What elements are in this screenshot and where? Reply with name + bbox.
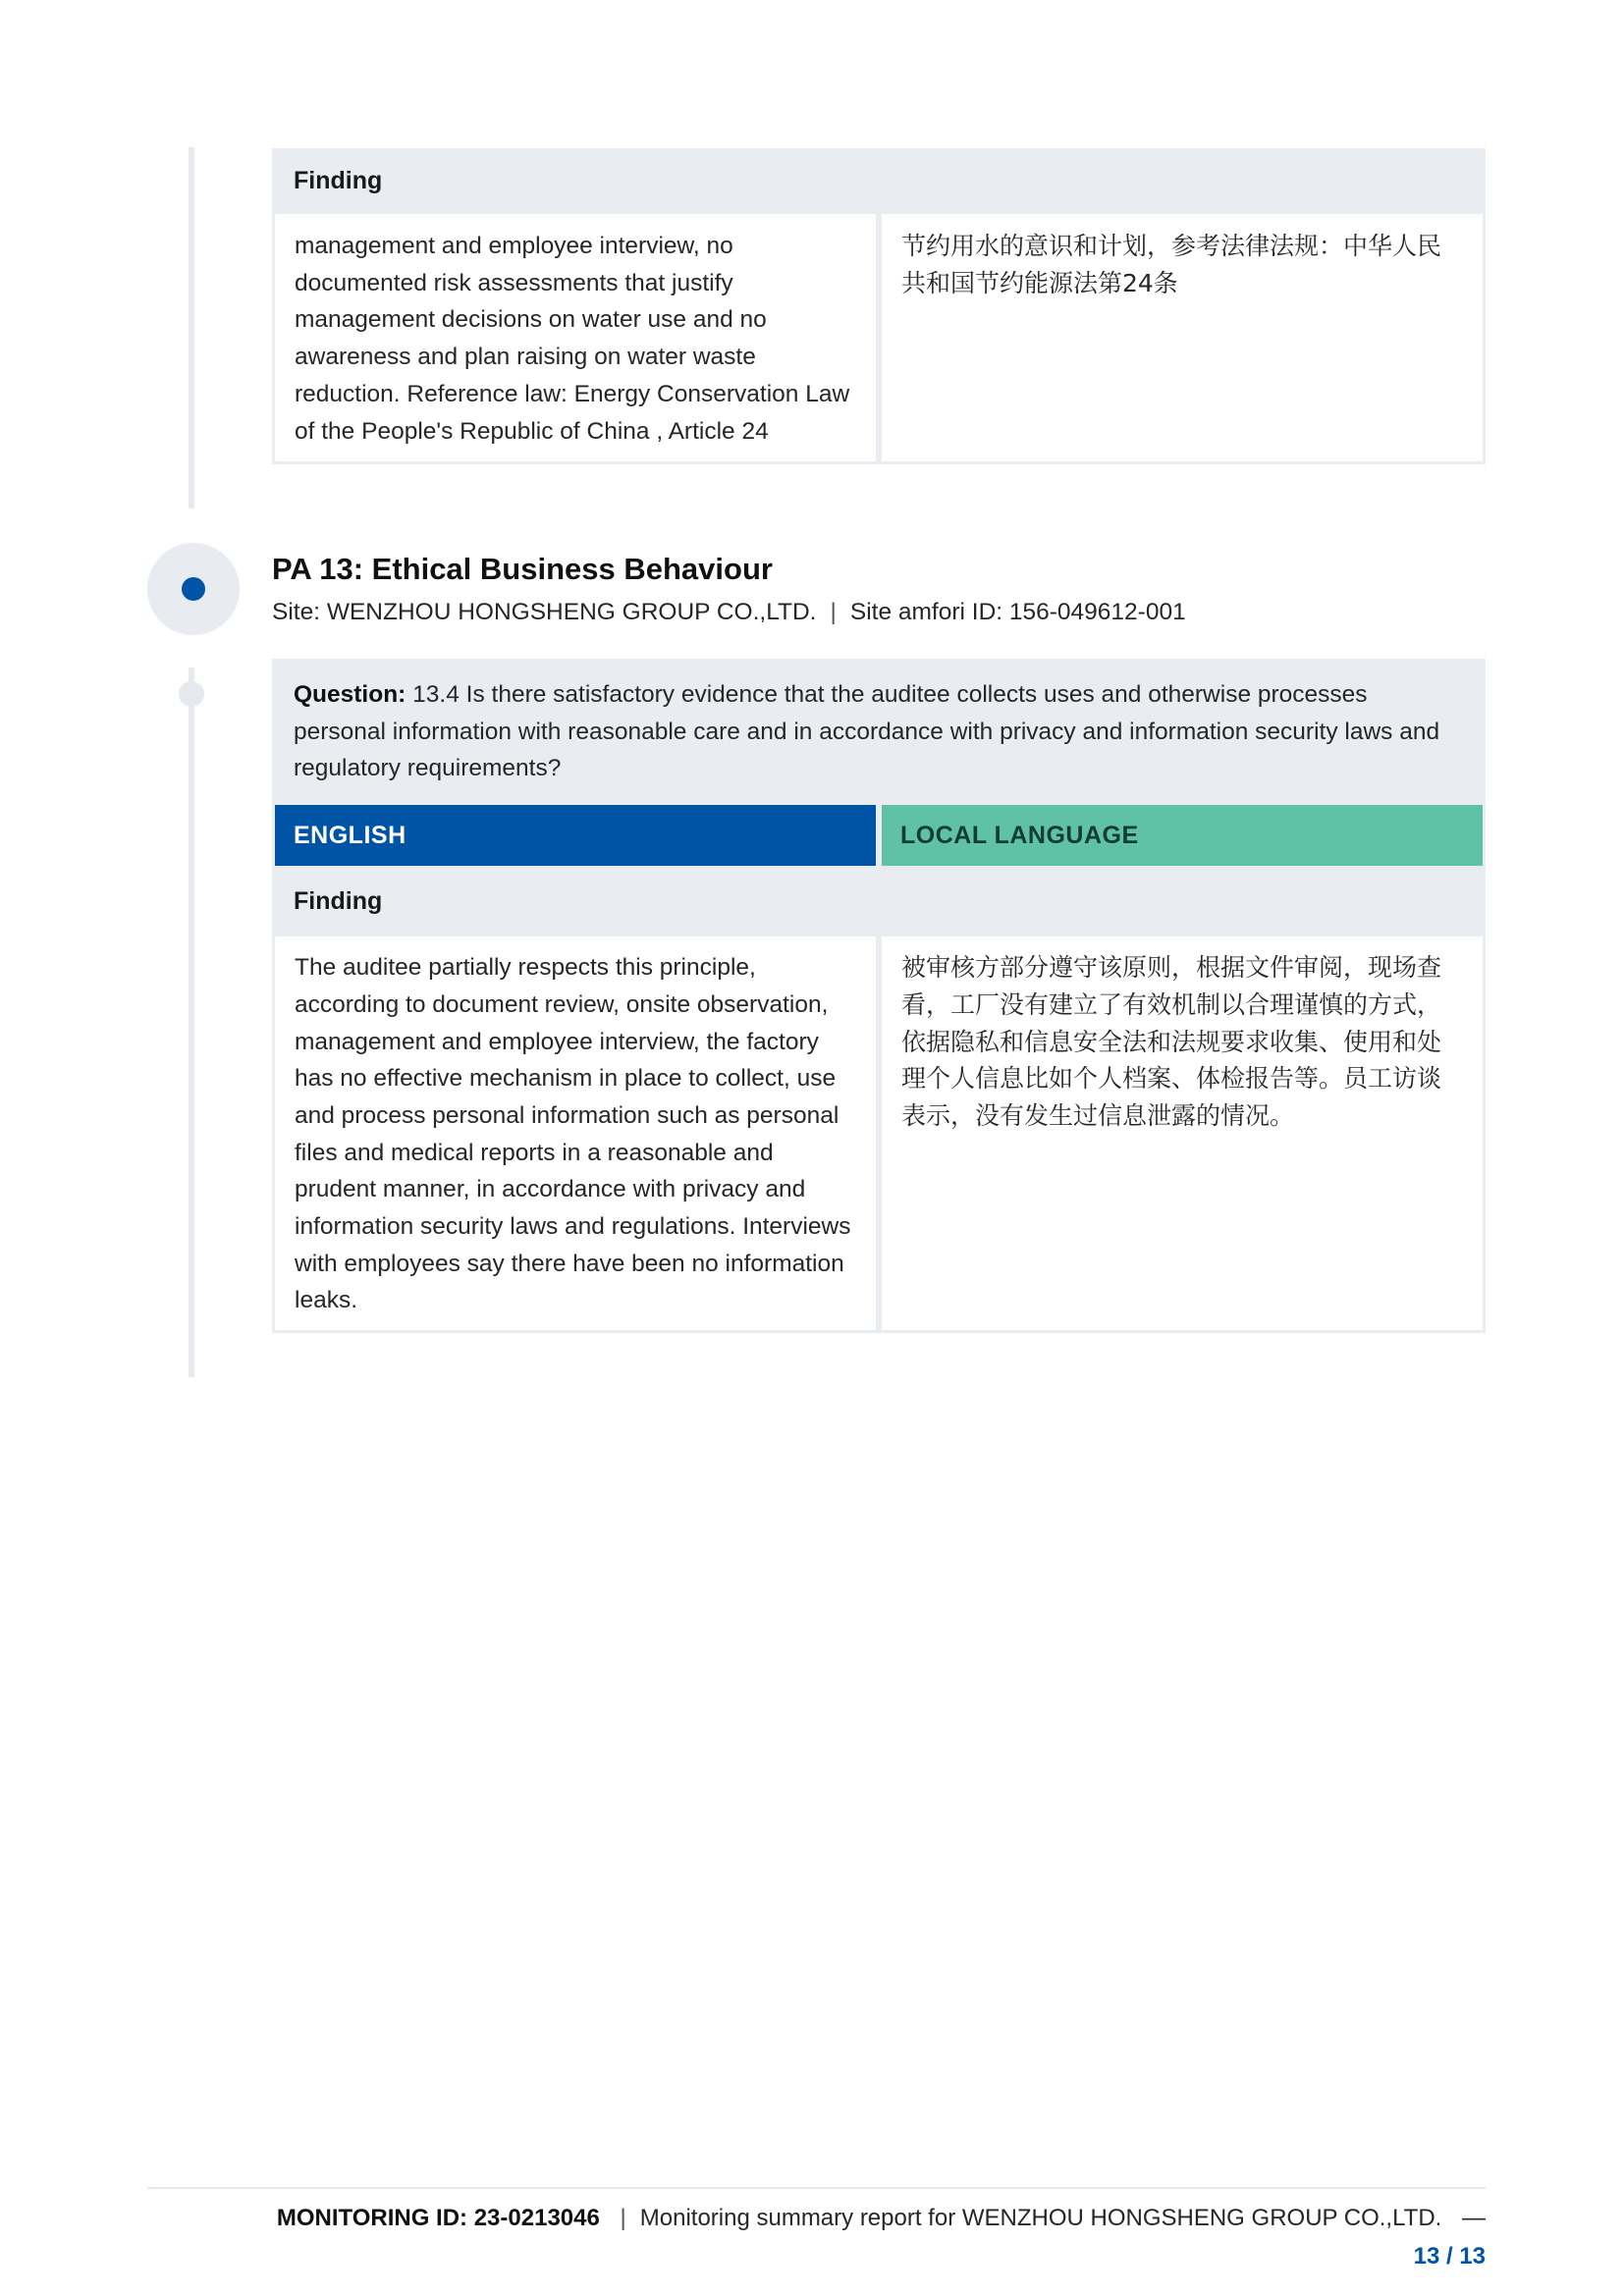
question-label: Question: bbox=[294, 681, 406, 708]
section-site-line bbox=[272, 599, 1186, 626]
finding-local-text: 被审核方部分遵守该原则，根据文件审阅，现场查看，工厂没有建立了有效机制以合理谨慎的方式，依据隐私和信息安全法和法规要求收集、使用和处理个人信息比如个人档案、体检报告等。员工访谈表示，没有发生过信息泄露的情况。 bbox=[882, 936, 1483, 1330]
footer-separator: | bbox=[620, 2205, 626, 2231]
timeline-node-center-icon bbox=[182, 577, 205, 601]
footer-dash: — bbox=[1462, 2205, 1486, 2231]
section-title: PA 13: Ethical Business Behaviour bbox=[272, 552, 773, 586]
finding-card-continued bbox=[272, 148, 1486, 464]
finding-header: Finding bbox=[294, 167, 383, 194]
finding-header: Finding bbox=[294, 886, 383, 915]
finding-local-text: 节约用水的意识和计划，参考法律法规：中华人民共和国节约能源法第24条 bbox=[882, 214, 1483, 461]
site-amfori-id: Site amfori ID: 156-049612-001 bbox=[849, 599, 1186, 625]
site-separator: | bbox=[830, 599, 837, 625]
timeline-line-bottom bbox=[189, 667, 194, 1377]
site-name: Site: WENZHOU HONGSHENG GROUP CO.,LTD. bbox=[272, 599, 817, 625]
footer-report-text: Monitoring summary report for WENZHOU HONGSHENG GROUP CO.,LTD. bbox=[639, 2205, 1442, 2231]
language-header-row bbox=[272, 805, 1486, 866]
timeline-line-top bbox=[189, 147, 194, 508]
footer-divider bbox=[147, 2187, 1486, 2189]
question-text: 13.4 Is there satisfactory evidence that the auditee collects uses and otherwise processes personal information with reasonable care and in accordance with privacy and information security laws and regulatory requirements? bbox=[294, 681, 1440, 782]
english-column-header: ENGLISH bbox=[275, 805, 876, 866]
local-language-column-header: LOCAL LANGUAGE bbox=[882, 805, 1483, 866]
question-block bbox=[272, 659, 1486, 805]
footer-line bbox=[277, 2205, 1486, 2232]
page-number: 13 / 13 bbox=[1413, 2243, 1486, 2269]
question-card bbox=[272, 659, 1486, 1333]
finding-row bbox=[272, 214, 1486, 464]
finding-english-text: The auditee partially respects this principle, according to document review, onsite observation, management and employee interview, the factory has no effective mechanism in place to collect, use and process personal information such as personal files and medical reports in a reasonable and prudent manner, in accordance with privacy and information security laws and regulations. Interviews with employees say there have been no information leaks. bbox=[275, 936, 876, 1330]
finding-row bbox=[272, 936, 1486, 1333]
footer-monitoring-id: MONITORING ID: 23-0213046 bbox=[276, 2205, 600, 2231]
finding-english-text: management and employee interview, no documented risk assessments that justify management decisions on water use and no awareness and plan raising on water waste reduction. Reference law: Energy Conservation Law of the People's Republic of China , Article 24 bbox=[275, 214, 876, 461]
timeline-subnode bbox=[179, 681, 204, 707]
